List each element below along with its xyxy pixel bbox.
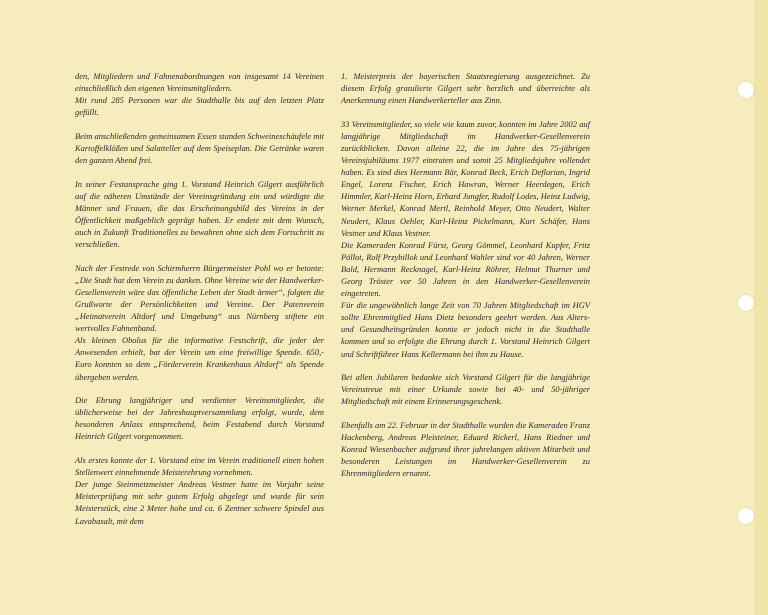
paragraph: 33 Vereinsmitglieder, so viele wie kaum zuvor, konnten im Jahre 2002 auf langjährige Mitgliedschaft im Handwerker-Gesellenverein zurückblicken. Davon alleine 22, die im Jahre des 75-jährigen Vereinsjubiläums 1977 eintraten und somit 25 Mitgliedsjahre vollendet haben. Es sind dies Hermann Bär, Konrad Beck, Erich Deflorian, Ingrid Engel, Lorenz Fischer, Erich Hawran, Werner Heerdegen, Erich Himmler, Karl-Heinz Horn, Erhard Jungfer, Rudolf Lodes, Heinz Ludwig, Werner Merkel, Konrad Mertl, Reinhold Meyer, Otto Neudert, Walter Neudert, Klaus Oehler, Karl-Heinz Pickelmann, Kurt Schäfer, Hans Vestner und Klaus Vestner.: [341, 118, 590, 238]
paragraph: Nach der Festrede von Schirmherrn Bürgermeister Pohl wo er betonte: „Die Stadt hat dem Verein zu danken. Ohne Vereine wie der Handwerker-Gesellenverein wäre das öffentliche Leben der Stadt ärmer“, folgten die Grußworte der Persönlichkeiten und Vereine. Der Patenverein „Heimatverein Altdorf und Umgebung“ aus Nürnberg stiftete ein wertvolles Fahnenband.: [75, 262, 324, 334]
paragraph: Die Ehrung langjähriger und verdienter Vereinsmitglieder, die üblicherweise bei der Jahreshauptversammlung erfolgt, wurde, dem besonderen Anlass entsprechend, beim Festabend durch Vorstand Heinrich Gilgert vorgenommen.: [75, 395, 324, 442]
paragraph: Die Kameraden Konrad Fürst, Georg Gömmel, Leonhard Kupfer, Fritz Pöllot, Rolf Przybillok und Leonhard Wahler sind vor 40 Jahren, Werner Bald, Hermann Recknagel, Karl-Heinz Röhrer, Helmut Thurner und Georg Tröster vor 50 Jahren in den Handwerker-Gesellenverein eingetreten.: [341, 239, 590, 299]
right-column: [341, 70, 590, 491]
paragraph: den, Mitgliedern und Fahnenabordnungen von insgesamt 14 Vereinen einschließlich den eigenen Vereinsmitgliedern.: [75, 71, 324, 94]
paragraph: Der junge Steinmetzmeister Andreas Vestner hatte im Vorjahr seine Meisterprüfung mit sehr gutem Erfolg abgelegt und wurde für sein Meisterstück, eine 2 Meter hohe und ca. 6 Zentner schwere Spindel aus Lavabasalt, mit dem: [75, 479, 324, 526]
paragraph: 1. Meisterpreis der bayerischen Staatsregierung ausgezeichnet. Zu diesem Erfolg gratulierte Gilgert sehr herzlich und überreichte als Anerkennung einen Handwerkerteller aus Zinn.: [341, 71, 590, 106]
paragraph: Ebenfalls am 22. Februar in der Stadthalle wurden die Kameraden Franz Hackenberg, Andreas Pleisteiner, Eduard Rickerl, Hans Riedner und Konrad Wiesenbacher aufgrund ihrer jahrelangen aktiven Mitarbeit und besonderen Leistungen im Handwerker-Gesellenverein zu Ehrenmitgliedern ernannt.: [341, 419, 590, 479]
punch-hole: [738, 82, 754, 98]
paragraph: Bei allen Jubilaren bedankte sich Vorstand Gilgert für die langjährige Vereinstreue mit einer Urkunde sowie bei 40- und 50-jähriger Mitgliedschaft mit einem Erinnerungsgeschenk.: [341, 372, 590, 407]
paragraph: Beim anschließenden gemeinsamen Essen standen Schweineschäufele mit Kartoffelklößen und Salatteller auf dem Speiseplan. Die Getränke waren den ganzen Abend frei.: [75, 130, 324, 166]
punch-hole: [738, 295, 754, 311]
paragraph: Mit rund 285 Personen war die Stadthalle bis auf den letzten Platz gefüllt.: [75, 95, 324, 118]
paragraph: In seiner Festansprache ging 1. Vorstand Heinrich Gilgert ausführlich auf die näheren Umstände der Vereinsgründung ein und würdigte die Männer und Frauen, die das Erscheinungsbild des Vereins in der Öffentlichkeit maßgeblich geprägt haben. Er endete mit dem Wunsch, auch in Zukunft Traditionelles zu bewahren ohne sich dem Fortschritt zu verschließen.: [75, 178, 324, 250]
paragraph: Für die ungewöhnlich lange Zeit von 70 Jahren Mitgliedschaft im HGV sollte Ehrenmitglied Hans Dietz besonders geehrt werden. Aus Alters- und Gesundheitsgründen konnte er jedoch nicht in die Stadthalle kommen und so erfolgte die Ehrung durch 1. Vorstand Heinrich Gilgert und Schriftführer Hans Kellermann bei ihm zu Hause.: [341, 300, 590, 359]
paragraph: Als kleinen Obolus für die informative Festschrift, die jeder der Anwesenden erhielt, bat der Verein um eine freiwillige Spende. 650,- Euro konnten so dem „Förderverein Krankenhaus Altdorf“ als Spende übergeben werden.: [75, 335, 324, 382]
paragraph: Als erstes konnte der 1. Vorstand eine im Verein traditionell einen hohen Stellenwert einnehmende Meisterehrung vornehmen.: [75, 455, 324, 478]
page-edge: [754, 0, 768, 615]
left-column: [75, 70, 324, 538]
punch-hole: [738, 508, 754, 524]
